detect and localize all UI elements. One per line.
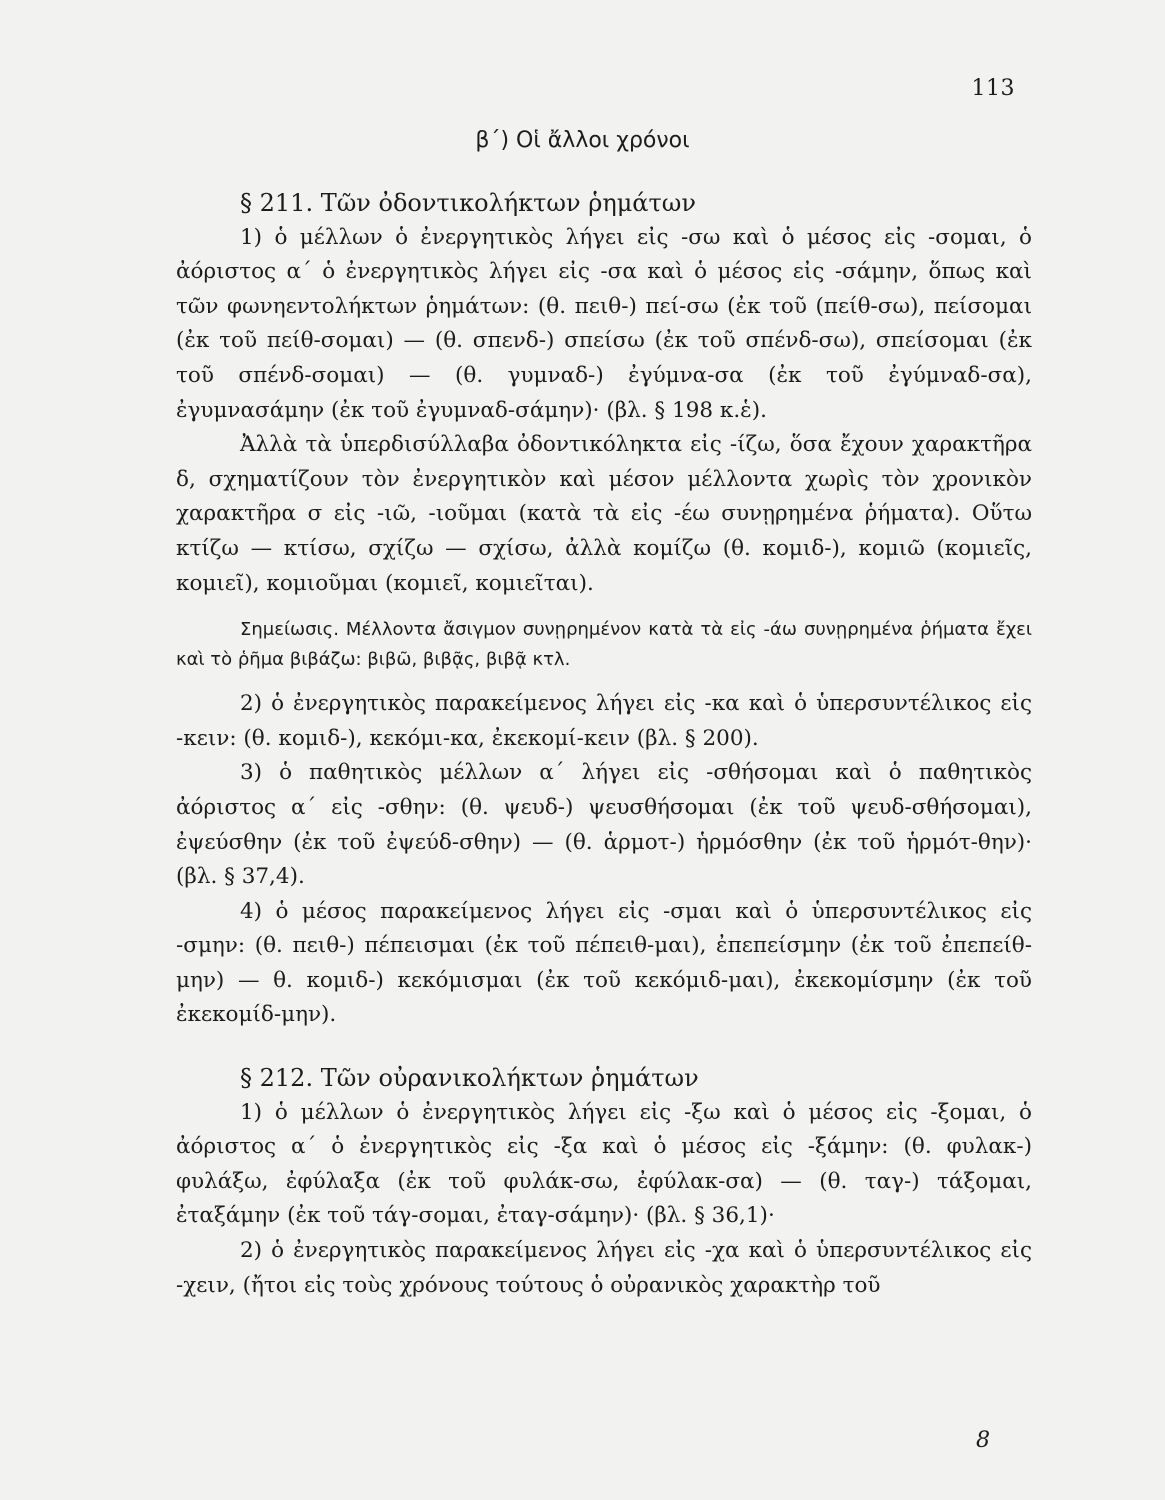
section-211-heading: § 211. Τῶν ὀδοντικολήκτων ῥημάτων: [240, 189, 696, 217]
paragraph-211-3: 3) ὁ παθητικὸς μέλλων α΄ λήγει εἰς -σθήσομαι καὶ ὁ παθητικὸς ἀόριστος α΄ εἰς -σθην: (θ. ψευδ-) ψευσθήσομαι (ἐκ τοῦ ψευδ-σθήσομαι), ἐψεύσθην (ἐκ τοῦ ἐψεύδ-σθην) — (θ. ἁρμοτ-) ἡρμόσθην (ἐκ τοῦ ἡρμότ-θην)· (βλ. § 37,4).: [176, 760, 1032, 890]
paragraph-211-izo: Ἀλλὰ τὰ ὑπερδισύλλαβα ὀδοντικόληκτα εἰς -ίζω, ὅσα ἔχουν χαρακτῆρα δ, σχηματίζουν τὸν ἐνεργητικὸν καὶ μέσον μέλλοντα χωρὶς τὸν χρονικὸν χαρακτῆρα σ εἰς -ιῶ, -ιοῦμαι (κατὰ τὰ εἰς -έω συνῃρημένα ῥήματα). Οὕτω κτίζω — κτίσω, σχίζω — σχίσω, ἀλλὰ κομίζω (θ. κομιδ-), κομιῶ (κομιεῖς, κομιεῖ), κομιοῦμαι (κομιεῖ, κομιεῖται).: [176, 432, 1032, 596]
section-212-heading: § 212. Τῶν οὐρανικολήκτων ῥημάτων: [240, 1064, 699, 1093]
note-paragraph: Σημείωσις. Μέλλοντα ἄσιγμον συνῃρημένον κατὰ τὰ εἰς -άω συνῃρημένα ῥήματα ἔχει καὶ τὸ ῥῆμα βιβάζω: βιβῶ, βιβᾷς, βιβᾷ κτλ.: [176, 619, 1032, 671]
paragraph-211-2: 2) ὁ ἐνεργητικὸς παρακείμενος λήγει εἰς -κα καὶ ὁ ὑπερσυντέλικος εἰς -κειν: (θ. κομιδ-), κεκόμι-κα, ἐκεκομί-κειν (βλ. § 200).: [176, 691, 1032, 751]
paragraph-211-1: 1) ὁ μέλλων ὁ ἐνεργητικὸς λήγει εἰς -σω καὶ ὁ μέσος εἰς -σομαι, ὁ ἀόριστος α΄ ὁ ἐνεργητικὸς λήγει εἰς -σα καὶ ὁ μέσος εἰς -σάμην, ὅπως καὶ τῶν φωνηεντολήκτων ῥημάτων: (θ. πειθ-) πεί-σω (ἐκ τοῦ (πείθ-σω), πείσομαι (ἐκ τοῦ πείθ-σομαι) — (θ. σπενδ-) σπείσω (ἐκ τοῦ σπένδ-σω), σπείσομαι (ἐκ τοῦ σπένδ-σομαι) — (θ. γυμναδ-) ἐγύμνα-σα (ἐκ τοῦ ἐγύμναδ-σα), ἐγυμνασάμην (ἐκ τοῦ ἐγυμναδ-σάμην)· (βλ. § 198 κ.ἑ).: [176, 224, 1032, 423]
paragraph-212-1: 1) ὁ μέλλων ὁ ἐνεργητικὸς λήγει εἰς -ξω καὶ ὁ μέσος εἰς -ξομαι, ὁ ἀόριστος α΄ ὁ ἐνεργητικὸς εἰς -ξα καὶ ὁ μέσος εἰς -ξάμην: (θ. φυλακ-) φυλάξω, ἐφύλαξα (ἐκ τοῦ φυλάκ-σω, ἐφύλακ-σα) — (θ. ταγ-) τάξομαι, ἐταξάμην (ἐκ τοῦ τάγ-σομαι, ἐταγ-σάμην)· (βλ. § 36,1)·: [176, 1099, 1032, 1229]
paragraph-212-2: 2) ὁ ἐνεργητικὸς παρακείμενος λήγει εἰς -χα καὶ ὁ ὑπερσυντέλικος εἰς -χειν, (ἤτοι εἰς τοὺς χρόνους τούτους ὁ οὐρανικὸς χαρακτὴρ τοῦ: [176, 1238, 1032, 1298]
paragraph-211-4: 4) ὁ μέσος παρακείμενος λήγει εἰς -σμαι καὶ ὁ ὑπερσυντέλικος εἰς -σμην: (θ. πειθ-) πέπεισμαι (ἐκ τοῦ πέπειθ-μαι), ἐπεπείσμην (ἐκ τοῦ ἐπεπείθ-μην) — θ. κομιδ-) κεκόμισμαι (ἐκ τοῦ κεκόμιδ-μαι), ἐκεκομίσμην (ἐκ τοῦ ἐκεκομίδ-μην).: [176, 898, 1032, 1028]
page-number: 113: [971, 76, 1015, 101]
section-heading: β΄) Οἱ ἄλλοι χρόνοι: [475, 128, 690, 153]
page-body: [176, 186, 1032, 1303]
footer-signature-number: 8: [976, 1428, 990, 1453]
